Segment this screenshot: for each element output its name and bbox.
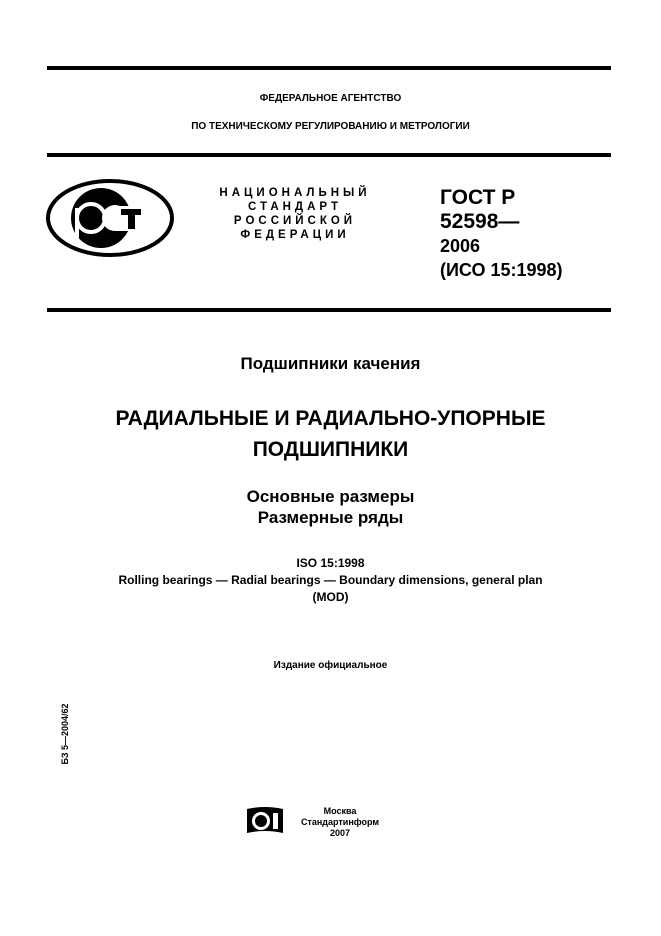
standard-rule <box>47 308 611 312</box>
standard-type-line: НАЦИОНАЛЬНЫЙ <box>219 187 371 199</box>
publisher-logo <box>245 805 285 835</box>
standard-type-line: ФЕДЕРАЦИИ <box>240 229 350 241</box>
publisher-city: Москва <box>323 806 357 816</box>
main-title-line-1: РАДИАЛЬНЫЕ И РАДИАЛЬНО-УПОРНЫЕ <box>115 407 546 430</box>
iso-title-line-1: Rolling bearings — Radial bearings — Boundary dimensions, general plan <box>118 573 543 587</box>
agency-line-1: ФЕДЕРАЛЬНОЕ АГЕНТСТВО <box>259 93 402 104</box>
gost-label: ГОСТ Р <box>440 186 516 209</box>
publisher-info <box>290 806 390 839</box>
edition-label: Издание официальное <box>273 660 388 671</box>
standard-code <box>440 186 563 282</box>
iso-reference: ISO 15:1998 <box>296 556 365 570</box>
subtitle-line-1: Основные размеры <box>246 487 415 506</box>
standard-type <box>205 186 385 242</box>
standard-type-line: СТАНДАРТ <box>248 201 342 213</box>
publisher-name: Стандартинформ <box>300 817 380 827</box>
top-rule <box>47 66 611 70</box>
iso-equivalent: (ИСО 15:1998) <box>440 260 563 280</box>
iso-title-line-2: (MOD) <box>312 590 349 604</box>
standard-type-line: РОССИЙСКОЙ <box>233 215 357 227</box>
agency-line-2: ПО ТЕХНИЧЕСКОМУ РЕГУЛИРОВАНИЮ И МЕТРОЛОГИИ <box>191 121 470 132</box>
category-title: Подшипники качения <box>240 354 421 373</box>
header-rule <box>47 153 611 157</box>
subtitle-line-2: Размерные ряды <box>257 508 404 527</box>
gost-number: 52598— <box>440 210 520 233</box>
gost-year: 2006 <box>440 236 481 256</box>
main-title-line-2: ПОДШИПНИКИ <box>252 438 409 461</box>
publisher-year: 2007 <box>329 828 351 838</box>
side-code: БЗ 5—2004/62 <box>60 703 70 765</box>
rst-logo <box>45 178 175 258</box>
